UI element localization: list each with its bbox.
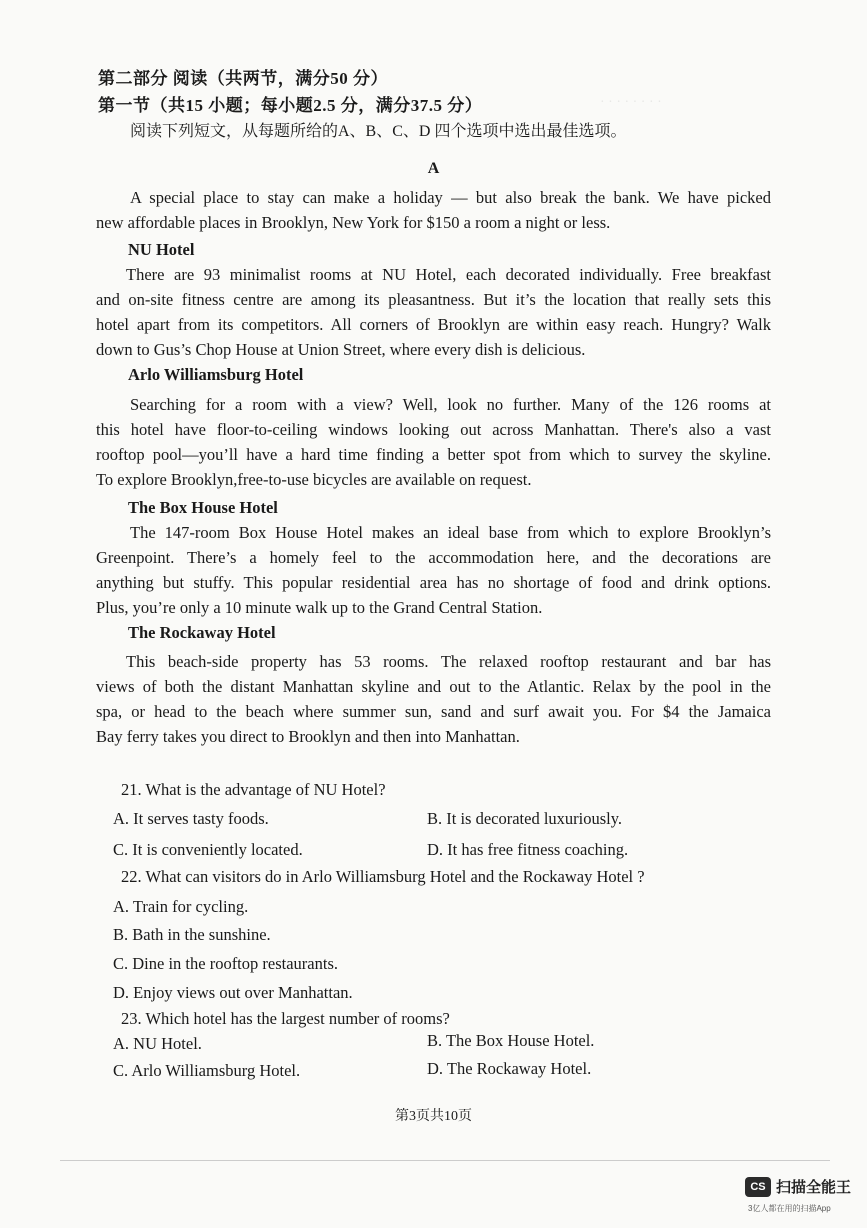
question-23-option-d[interactable]: D. The Rockaway Hotel. [427,1059,592,1078]
paragraph-line: anything but stuffy. This popular residential area has no shortage of food and drink options. [96,573,771,592]
paragraph-line: rooftop pool—you’ll have a hard time finding a better spot from which to survey the skyline. [96,445,771,464]
camscanner-brand: 扫描全能王 [776,1179,852,1196]
passage-intro [96,185,771,235]
paragraph-line: This beach-side property has 53 rooms. The relaxed rooftop restaurant and bar has [126,652,771,671]
camscanner-logo-icon: CS [745,1177,771,1197]
question-23-stem: 23. Which hotel has the largest number of rooms? [121,1009,450,1028]
question-21-option-c[interactable]: C. It is conveniently located. [113,840,303,859]
paragraph-line: spa, or head to the beach where summer sun, sand and surf await you. For $4 the Jamaica [96,702,771,721]
hotel-paragraph-nu [96,262,771,362]
paragraph-line: The 147-room Box House Hotel makes an ideal base from which to explore Brooklyn’s [130,523,771,542]
question-22-option-a[interactable]: A. Train for cycling. [113,897,249,916]
bleed-through-text: · · · · · · · · [600,95,662,110]
paragraph-line: Searching for a room with a view? Well, look no further. Many of the 126 rooms at [130,395,771,414]
question-21-option-b[interactable]: B. It is decorated luxuriously. [427,809,623,828]
question-22-option-c[interactable]: C. Dine in the rooftop restaurants. [113,954,338,973]
instruction-text: 阅读下列短文，从每题所给的A、B、C、D 四个选项中选出最佳选项。 [130,123,627,140]
hotel-paragraph-boxhouse [96,520,771,620]
hotel-heading-boxhouse: The Box House Hotel [128,498,278,517]
question-23-option-c[interactable]: C. Arlo Williamsburg Hotel. [113,1061,301,1080]
hotel-heading-rockaway: The Rockaway Hotel [128,623,276,642]
paragraph-line: Bay ferry takes you direct to Brooklyn and then into Manhattan. [96,727,520,746]
question-21-option-d[interactable]: D. It has free fitness coaching. [427,840,629,859]
question-21-stem: 21. What is the advantage of NU Hotel? [121,780,386,799]
hotel-paragraph-arlo [96,392,771,492]
paragraph-line: hotel apart from its competitors. All corners of Brooklyn are within easy reach. Hungry? Walk [96,315,771,334]
hotel-heading-nu: NU Hotel [128,240,195,259]
question-22-stem: 22. What can visitors do in Arlo Williamsburg Hotel and the Rockaway Hotel ? [121,867,645,886]
question-22-option-b[interactable]: B. Bath in the sunshine. [113,925,271,944]
paragraph-line: To explore Brooklyn,free-to-use bicycles are available on request. [96,470,532,489]
section-heading: 第一节（共15 小题；每小题2.5 分，满分37.5 分） [98,96,483,115]
question-23-option-b[interactable]: B. The Box House Hotel. [427,1031,595,1050]
passage-letter: A [427,160,440,177]
part-heading: 第二部分 阅读（共两节，满分50 分） [98,69,388,88]
hotel-paragraph-rockaway [96,649,771,749]
divider [60,1160,830,1161]
paragraph-line: this hotel have floor-to-ceiling windows looking out across Manhattan. There's also a vast [96,420,771,439]
question-21-option-a[interactable]: A. It serves tasty foods. [113,809,269,828]
page-number: 第3页共10页 [395,1109,472,1124]
intro-line: A special place to stay can make a holiday — but also break the bank. We have picked [130,188,771,207]
paragraph-line: Greenpoint. There’s a homely feel to the accommodation here, and the decorations are [96,548,771,567]
question-23-option-a[interactable]: A. NU Hotel. [113,1034,202,1053]
hotel-heading-arlo: Arlo Williamsburg Hotel [128,365,304,384]
paragraph-line: and on-site fitness centre are among its pleasantness. But it’s the location that really sets this [96,290,771,309]
question-22-option-d[interactable]: D. Enjoy views out over Manhattan. [113,983,353,1002]
camscanner-tagline: 3亿人都在用的扫描App [748,1204,831,1213]
paragraph-line: Plus, you’re only a 10 minute walk up to the Grand Central Station. [96,598,543,617]
paragraph-line: down to Gus’s Chop House at Union Street, where every dish is delicious. [96,340,586,359]
paragraph-line: views of both the distant Manhattan skyline and out to the Atlantic. Relax by the pool in the [96,677,771,696]
paragraph-line: There are 93 minimalist rooms at NU Hotel, each decorated individually. Free breakfast [126,265,771,284]
intro-line: new affordable places in Brooklyn, New York for $150 a room a night or less. [96,213,611,232]
